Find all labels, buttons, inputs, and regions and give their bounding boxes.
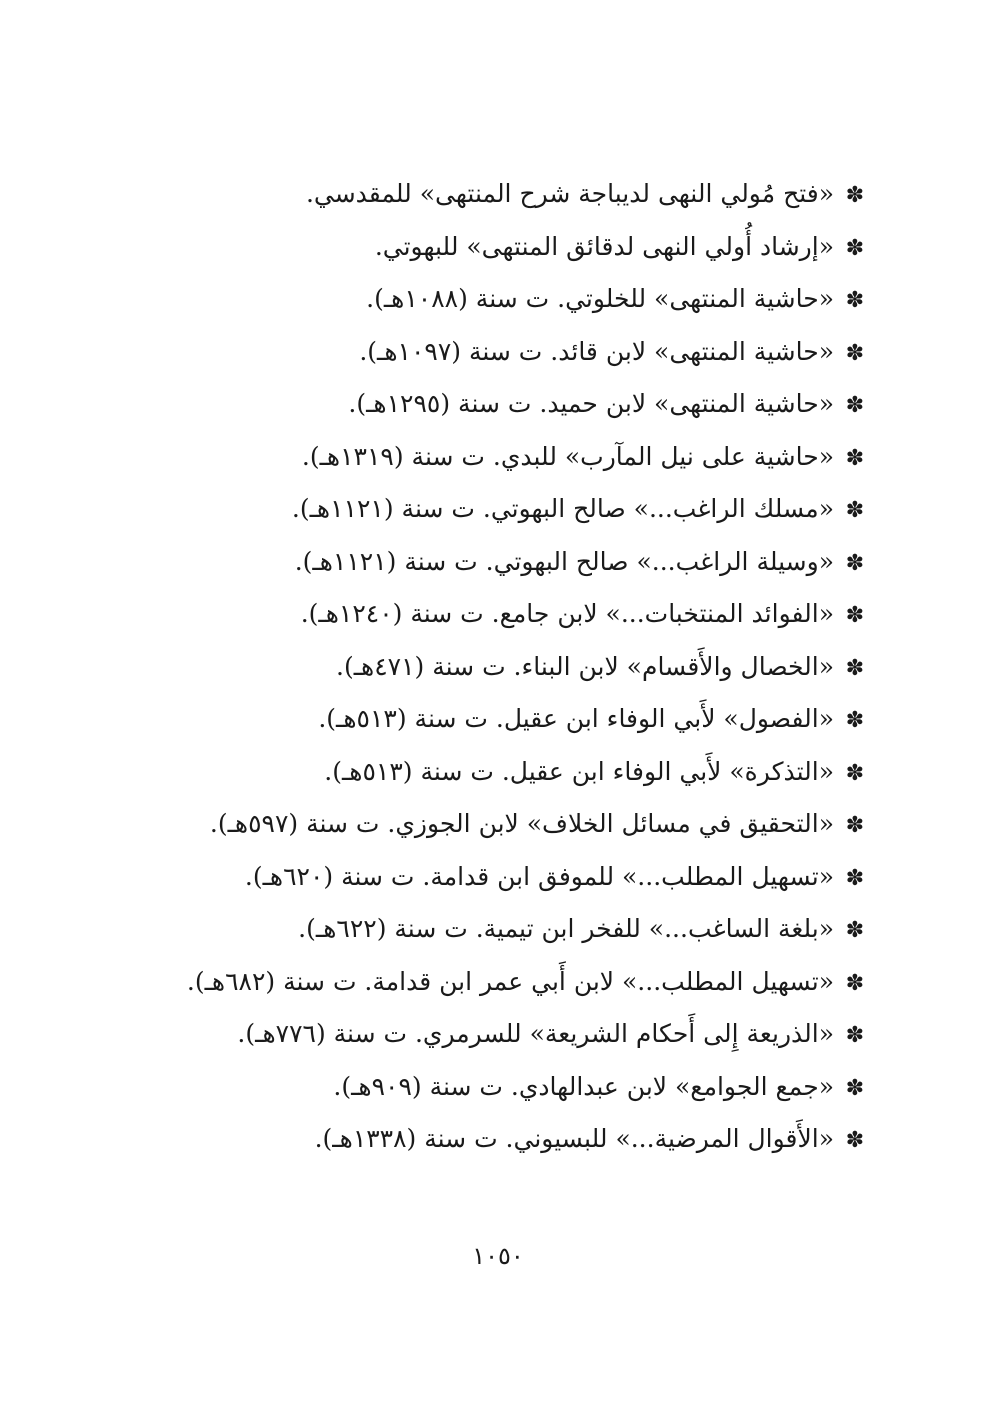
entry-text: «الفصول» لأَبي الوفاء ابن عقيل. ت سنة (٥١٣هـ). [318,704,834,733]
entry-text: «حاشية المنتهى» لابن قائد. ت سنة (١٠٩٧هـ). [359,336,834,366]
bullet-asterisk-icon: ✽ [845,340,865,366]
list-item [146,1061,866,1114]
bullet-asterisk-icon: ✽ [845,288,865,313]
bullet-asterisk-icon: ✽ [845,1023,865,1048]
entry-text: «تسهيل المطلب...» للموفق ابن قدامة. ت سنة (٦٢٠هـ). [244,861,834,891]
entry-text: «الفوائد المنتخبات...» لابن جامع. ت سنة (١٢٤٠هـ). [300,599,834,628]
list-item [146,956,866,1009]
entry-text: «حاشية على نيل المآرب» للبدي. ت سنة (١٣١٩هـ). [301,441,834,471]
list-item [146,273,866,326]
page-number: ١٠٥٠ [472,1242,524,1270]
bullet-asterisk-icon: ✽ [845,1128,865,1153]
entry-text: «التذكرة» لأَبي الوفاء ابن عقيل. ت سنة (٥١٣هـ). [324,756,834,786]
list-item [146,536,866,589]
bullet-asterisk-icon: ✽ [845,970,865,996]
bullet-asterisk-icon: ✽ [845,918,865,943]
list-item [146,588,866,641]
bullet-asterisk-icon: ✽ [845,708,865,733]
entry-text: «حاشية المنتهى» لابن حميد. ت سنة (١٢٩٥هـ). [348,389,834,418]
list-item [146,798,866,851]
entry-text: «الذريعة إِلى أَحكام الشريعة» للسرمري. ت سنة (٧٧٦هـ). [237,1019,834,1048]
list-item [146,431,866,484]
list-item [146,221,866,274]
list-item [146,851,866,904]
list-item [146,746,866,799]
bullet-asterisk-icon: ✽ [845,760,865,786]
entry-text: «مسلك الراغب...» صالح البهوتي. ت سنة (١١٢١هـ). [291,494,834,523]
list-item [146,641,866,694]
bibliography-list [146,168,866,1166]
bullet-asterisk-icon: ✽ [845,813,865,838]
list-item [146,1113,866,1166]
bullet-asterisk-icon: ✽ [845,655,865,681]
entry-text: «الخصال والأَقسام» لابن البناء. ت سنة (٤٧١هـ). [336,651,834,681]
bullet-asterisk-icon: ✽ [845,393,865,418]
bullet-asterisk-icon: ✽ [845,1075,865,1101]
bullet-asterisk-icon: ✽ [845,183,865,208]
bullet-asterisk-icon: ✽ [845,498,865,523]
bullet-asterisk-icon: ✽ [845,603,865,628]
entry-text: «تسهيل المطلب...» لابن أَبي عمر ابن قدامة. ت سنة (٦٨٢هـ). [186,966,834,996]
entry-text: «فتح مُولي النهى لديباجة شرح المنتهى» للمقدسي. [305,179,834,208]
list-item [146,483,866,536]
entry-text: «التحقيق في مسائل الخلاف» لابن الجوزي. ت سنة (٥٩٧هـ). [209,809,834,838]
entry-text: «وسيلة الراغب...» صالح البهوتي. ت سنة (١١٢١هـ). [294,546,834,576]
list-item [146,326,866,379]
list-item [146,1008,866,1061]
list-item [146,903,866,956]
entry-text: «الأَقوال المرضية...» للبسيوني. ت سنة (١٣٣٨هـ). [314,1124,834,1153]
entry-text: «جمع الجوامع» لابن عبدالهادي. ت سنة (٩٠٩هـ). [333,1071,834,1101]
bullet-asterisk-icon: ✽ [845,445,865,471]
bullet-asterisk-icon: ✽ [845,865,865,891]
bullet-asterisk-icon: ✽ [845,550,865,576]
list-item [146,693,866,746]
entry-text: «إرشاد أُولي النهى لدقائق المنتهى» للبهوتي. [374,231,834,261]
entry-text: «حاشية المنتهى» للخلوتي. ت سنة (١٠٨٨هـ). [366,284,834,313]
list-item [146,168,866,221]
bullet-asterisk-icon: ✽ [845,235,865,261]
list-item [146,378,866,431]
entry-text: «بلغة الساغب...» للفخر ابن تيمية. ت سنة (٦٢٢هـ). [298,914,834,943]
